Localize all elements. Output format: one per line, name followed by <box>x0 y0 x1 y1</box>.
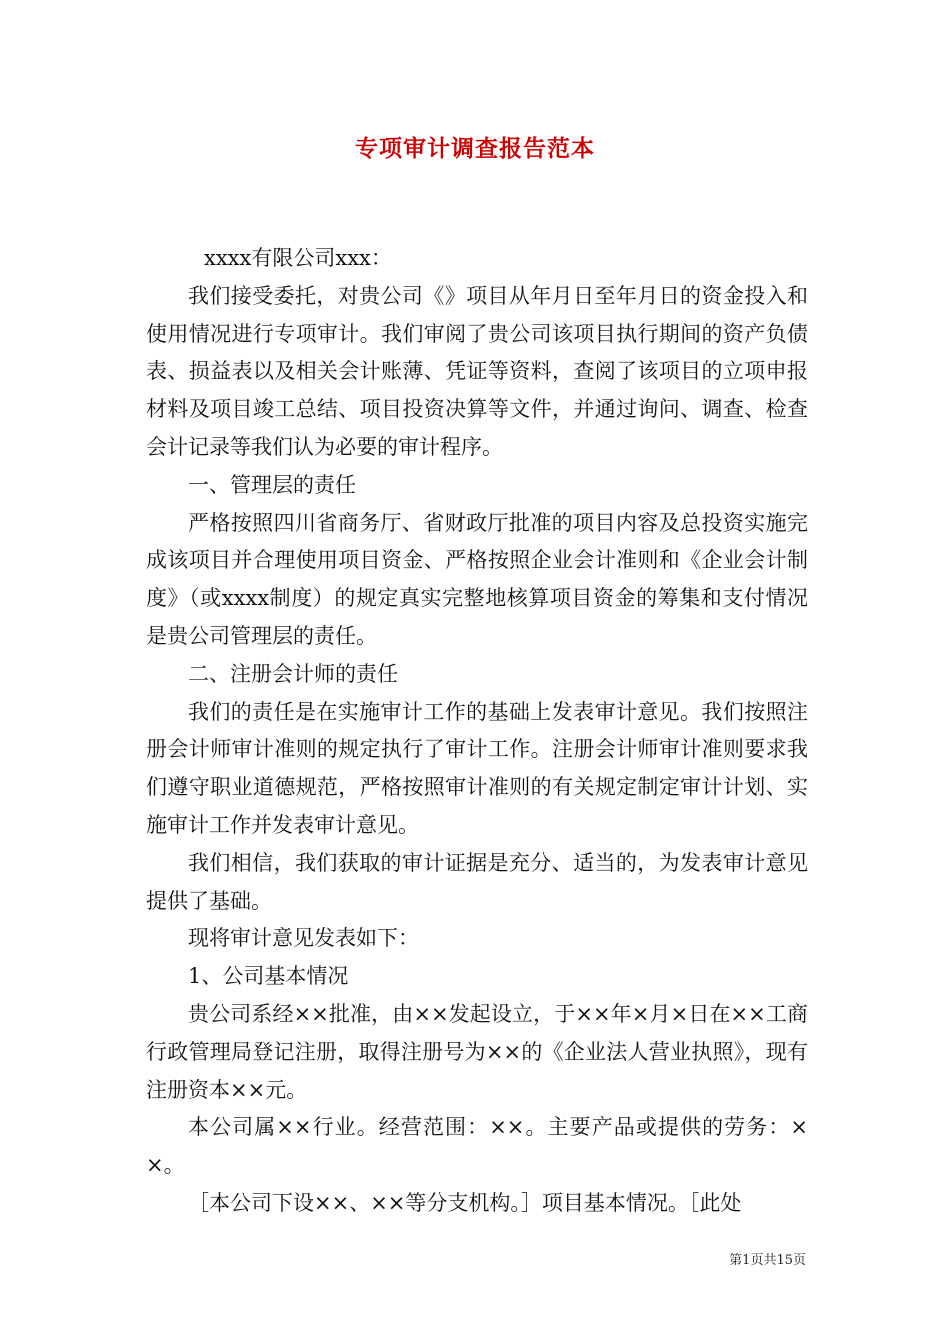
page-number: 第1页共15页 <box>729 1253 806 1268</box>
salutation: xxxx有限公司xxx： <box>204 246 392 270</box>
paragraph-cpa-responsibility: 我们的责任是在实施审计工作的基础上发表审计意见。我们按照注册会计师审计准则的规定执行了审计工作。注册会计师审计准则要求我们遵守职业道德规范，严格按照审计准则的有关规定制定审计计划、实施审计工作并发表审计意见。 <box>146 699 808 837</box>
paragraph-branches: ［本公司下设××、××等分支机构。］项目基本情况。［此处 <box>188 1190 742 1215</box>
document-body <box>146 240 808 1223</box>
paragraph-audit-evidence: 我们相信，我们获取的审计证据是充分、适当的，为发表审计意见提供了基础。 <box>146 850 808 913</box>
section-heading-cpa: 二、注册会计师的责任 <box>188 661 398 686</box>
paragraph-business-scope: 本公司属××行业。经营范围：××。主要产品或提供的劳务：××。 <box>146 1115 808 1178</box>
section-heading-company-basics: 1、公司基本情况 <box>188 964 349 989</box>
paragraph-management-responsibility: 严格按照四川省商务厅、省财政厅批准的项目内容及总投资实施完成该项目并合理使用项目资金、严格按照企业会计准则和《企业会计制度》（或xxxx制度）的规定真实完整地核算项目资金的筹集和支付情况是贵公司管理层的责任。 <box>146 510 808 648</box>
document-title: 专项审计调查报告范本 <box>355 135 595 162</box>
paragraph-opinion-intro: 现将审计意见发表如下： <box>188 926 419 951</box>
section-heading-management: 一、管理层的责任 <box>188 472 356 497</box>
paragraph-engagement: 我们接受委托，对贵公司《》项目从年月日至年月日的资金投入和使用情况进行专项审计。我们审阅了贵公司该项目执行期间的资产负债表、损益表以及相关会计账薄、凭证等资料，查阅了该项目的立项申报材料及项目竣工总结、项目投资决算等文件，并通过询问、调查、检查会计记录等我们认为必要的审计程序。 <box>146 283 808 459</box>
paragraph-company-registration: 贵公司系经××批准，由××发起设立，于××年×月×日在××工商行政管理局登记注册，取得注册号为××的《企业法人营业执照》，现有注册资本××元。 <box>146 1001 808 1102</box>
